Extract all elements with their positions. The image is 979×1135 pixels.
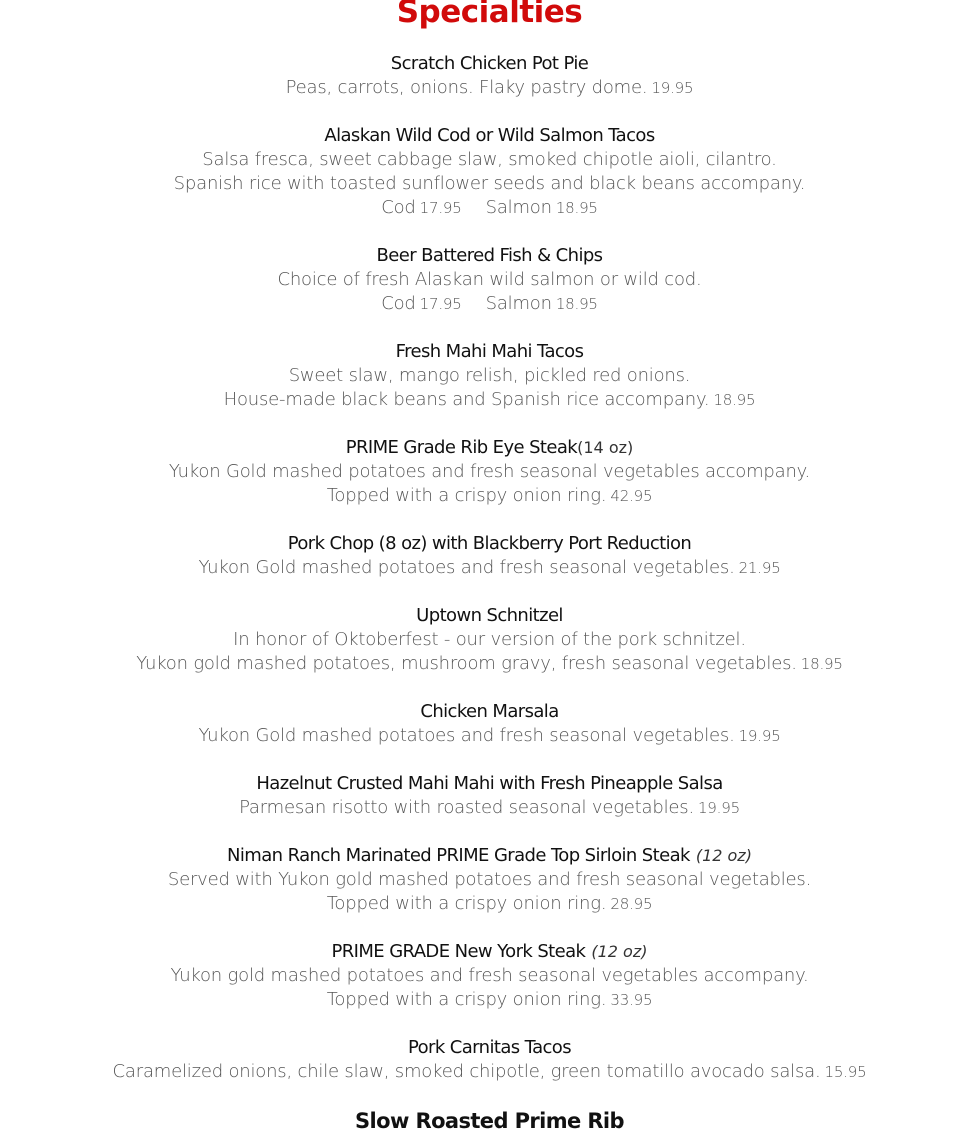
price-option-label: Salmon [485,293,552,314]
menu-item [0,244,979,316]
item-description [0,988,979,1012]
item-description-text: Peas, carrots, onions. Flaky pastry dome. [285,77,648,98]
item-description-text: Spanish rice with toasted sunflower seeds and black beans accompany. [173,173,806,194]
menu-item [0,436,979,508]
menu-item [0,52,979,100]
item-name [0,700,979,724]
item-price: 19.95 [651,79,694,97]
item-description [0,796,979,820]
item-description-text: Yukon gold mashed potatoes, mushroom gravy, fresh seasonal vegetables. [136,653,797,674]
item-price: 15.95 [824,1063,867,1081]
partial-item-name: Slow Roasted Prime Rib [355,1109,624,1133]
item-name-text: Uptown Schnitzel [416,605,563,626]
item-description [0,1060,979,1084]
item-price-options [0,292,979,316]
item-price: 18.95 [555,295,598,313]
item-name [0,940,979,964]
item-price: 21.95 [738,559,781,577]
item-price: 18.95 [713,391,756,409]
item-name [0,340,979,364]
item-name [0,1036,979,1060]
item-price: 42.95 [610,487,653,505]
item-name-text: Scratch Chicken Pot Pie [390,53,589,74]
item-description-text: Parmesan risotto with roasted seasonal vegetables. [239,797,694,818]
item-name-text: Pork Chop (8 oz) with Blackberry Port Reduction [287,533,692,554]
menu-item [0,532,979,580]
item-description [0,868,979,892]
item-price: 33.95 [610,991,653,1009]
item-description [0,148,979,172]
item-name [0,124,979,148]
price-option [381,292,461,316]
item-description-text: Yukon Gold mashed potatoes and fresh seasonal vegetables. [198,557,735,578]
item-name-text: Hazelnut Crusted Mahi Mahi with Fresh Pineapple Salsa [256,773,723,794]
item-name-text: PRIME Grade Rib Eye Steak [345,437,578,458]
item-portion-note: (12 oz) [695,846,752,865]
item-description [0,172,979,196]
item-price: 19.95 [738,727,781,745]
menu-item [0,772,979,820]
item-description-text: Topped with a crispy onion ring. [326,893,607,914]
menu-list [0,52,979,1108]
item-description [0,724,979,748]
menu-item [0,700,979,748]
item-name-text: Beer Battered Fish & Chips [376,245,603,266]
item-description [0,268,979,292]
item-description [0,964,979,988]
item-price-options [0,196,979,220]
item-description-text: House-made black beans and Spanish rice accompany. [223,389,710,410]
item-description-text: Topped with a crispy onion ring. [326,485,607,506]
item-price: 28.95 [610,895,653,913]
item-price: 18.95 [800,655,843,673]
item-description-text: Yukon Gold mashed potatoes and fresh seasonal vegetables. [198,725,735,746]
price-option [486,292,598,316]
menu-item [0,340,979,412]
item-description [0,388,979,412]
item-description [0,556,979,580]
item-description-text: Sweet slaw, mango relish, pickled red onions. [288,365,691,386]
item-name [0,52,979,76]
item-description-text: Yukon gold mashed potatoes and fresh seasonal vegetables accompany. [170,965,809,986]
price-option-label: Salmon [485,197,552,218]
item-name-text: Niman Ranch Marinated PRIME Grade Top Sirloin Steak [227,845,690,866]
item-name [0,244,979,268]
item-name [0,772,979,796]
item-description [0,364,979,388]
item-description [0,76,979,100]
item-price: 17.95 [419,295,462,313]
menu-item [0,124,979,220]
item-name-text: Pork Carnitas Tacos [408,1037,571,1058]
price-option-label: Cod [381,197,416,218]
price-option-label: Cod [381,293,416,314]
price-option [486,196,598,220]
item-description [0,484,979,508]
item-description [0,460,979,484]
item-description-text: Served with Yukon gold mashed potatoes and fresh seasonal vegetables. [167,869,812,890]
item-name [0,844,979,868]
item-name [0,604,979,628]
item-description-text: Caramelized onions, chile slaw, smoked chipotle, green tomatillo avocado salsa. [112,1061,821,1082]
item-description-text: Yukon Gold mashed potatoes and fresh seasonal vegetables accompany. [168,461,811,482]
price-option [381,196,461,220]
item-description [0,652,979,676]
item-description [0,892,979,916]
item-name [0,436,979,460]
menu-item [0,940,979,1012]
item-name-text: Fresh Mahi Mahi Tacos [395,341,584,362]
item-description-text: In honor of Oktoberfest - our version of the pork schnitzel. [233,629,746,650]
item-description-text: Topped with a crispy onion ring. [326,989,607,1010]
menu-item [0,1036,979,1084]
item-price: 19.95 [697,799,740,817]
item-description-text: Choice of fresh Alaskan wild salmon or wild cod. [277,269,702,290]
item-name-text: Alaskan Wild Cod or Wild Salmon Tacos [324,125,655,146]
menu-item [0,604,979,676]
item-price: 18.95 [555,199,598,217]
section-title: Specialties [396,0,583,30]
item-name-text: Chicken Marsala [420,701,559,722]
item-name-text: PRIME GRADE New York Steak [331,941,586,962]
item-price: 17.95 [419,199,462,217]
item-portion-note: (14 oz) [577,438,634,457]
item-name [0,532,979,556]
item-portion-note: (12 oz) [591,942,648,961]
item-description-text: Salsa fresca, sweet cabbage slaw, smoked chipotle aioli, cilantro. [202,149,777,170]
menu-item [0,844,979,916]
item-description [0,628,979,652]
